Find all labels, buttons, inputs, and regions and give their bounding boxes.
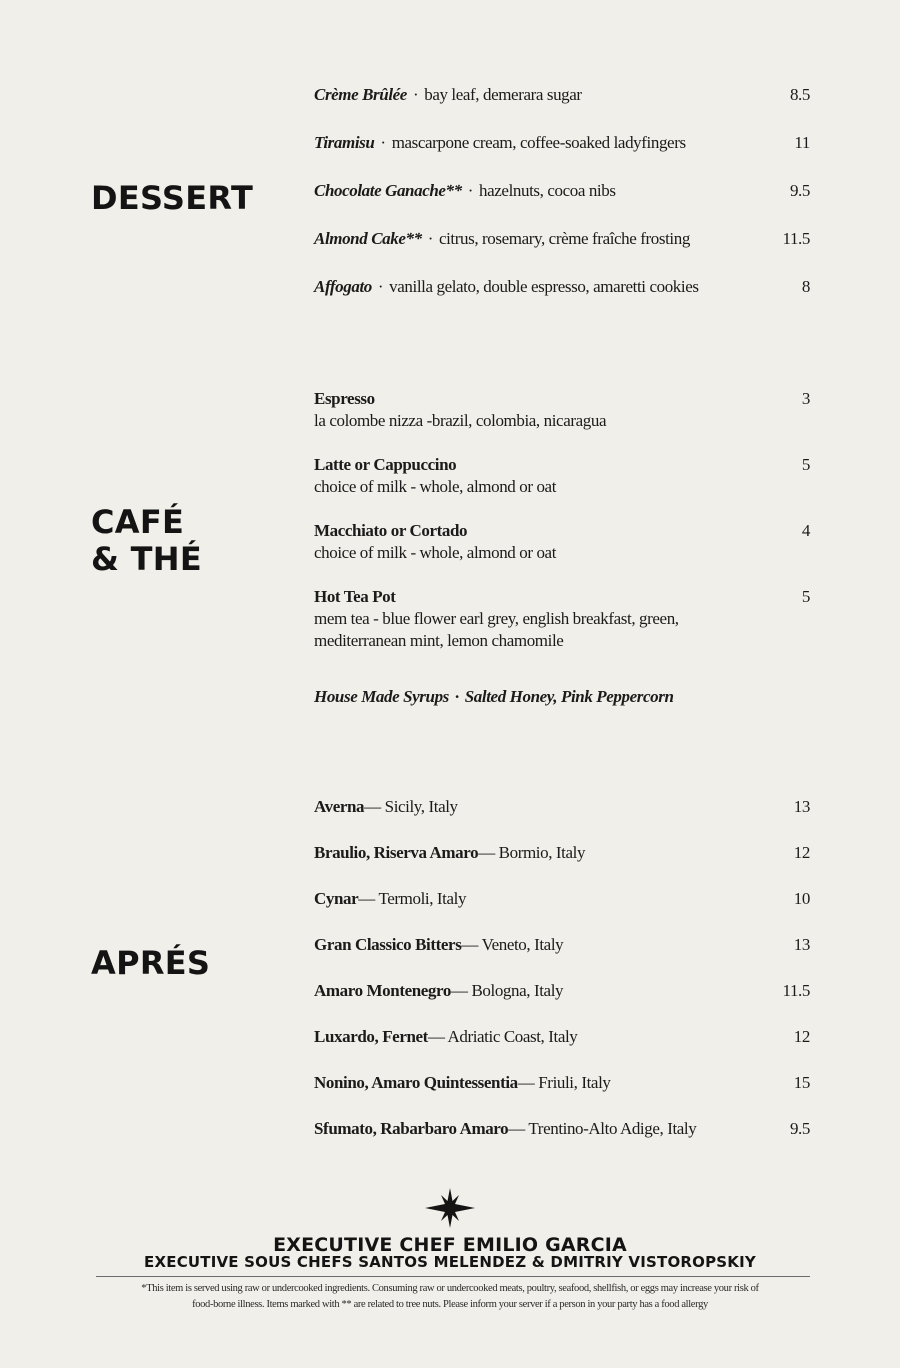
item-desc: mascarpone cream, coffee-soaked ladyfingers bbox=[391, 133, 686, 152]
item-price: 8.5 bbox=[789, 85, 810, 104]
cafe-item bbox=[314, 520, 810, 564]
item-price: 12 bbox=[793, 1027, 810, 1046]
dessert-item: Chocolate Ganache** · hazelnuts, cocoa nibs 9.5 bbox=[314, 181, 810, 200]
apres-item: Braulio, Riserva Amaro— Bormio, Italy 12 bbox=[314, 843, 810, 862]
item-price: 12 bbox=[793, 843, 810, 862]
apres-item: Amaro Montenegro— Bologna, Italy 11.5 bbox=[314, 981, 810, 1000]
item-name: Crème Brûlée bbox=[314, 85, 407, 104]
item-desc-2: mediterranean mint, lemon chamomile bbox=[314, 631, 564, 650]
item-price: 13 bbox=[793, 797, 810, 816]
item-desc: la colombe nizza -brazil, colombia, nicaragua bbox=[314, 411, 607, 430]
house-syrups: House Made Syrups · Salted Honey, Pink Peppercorn bbox=[314, 687, 674, 706]
item-desc: choice of milk - whole, almond or oat bbox=[314, 543, 557, 562]
item-price: 3 bbox=[801, 389, 810, 408]
cafe-item bbox=[314, 586, 810, 652]
item-name: Amaro Montenegro bbox=[314, 981, 451, 1000]
apres-item: Sfumato, Rabarbaro Amaro— Trentino-Alto Adige, Italy 9.5 bbox=[314, 1119, 810, 1138]
item-price: 8 bbox=[801, 277, 810, 296]
dessert-title: DESSERT bbox=[91, 179, 254, 217]
dessert-item: Almond Cake** · citrus, rosemary, crème fraîche frosting 11.5 bbox=[314, 229, 810, 248]
apres-item: Cynar— Termoli, Italy 10 bbox=[314, 889, 810, 908]
item-price: 11.5 bbox=[782, 981, 810, 1000]
item-price: 15 bbox=[793, 1073, 810, 1092]
item-price: 11.5 bbox=[782, 229, 810, 248]
executive-sous-chefs: EXECUTIVE SOUS CHEFS SANTOS MELENDEZ & DMITRIY VISTOROPSKIY bbox=[144, 1253, 756, 1271]
item-name: Averna bbox=[314, 797, 365, 816]
cafe-item bbox=[314, 454, 810, 498]
item-price: 10 bbox=[793, 889, 810, 908]
item-name: Gran Classico Bitters bbox=[314, 935, 462, 954]
allergy-footnote: *This item is served using raw or undercooked ingredients. Consuming raw or undercooked meats, poultry, seafood, shellfish, or eggs may increase your risk of food-borne illness. Items marked with ** are related to tree nuts. Please inform your server if a person in your party has a food allergy bbox=[141, 1283, 759, 1310]
item-name: Hot Tea Pot bbox=[314, 587, 396, 606]
cafe-title: CAFÉ & THÉ bbox=[91, 503, 203, 578]
apres-title: APRÉS bbox=[91, 944, 211, 982]
apres-item: Luxardo, Fernet— Adriatic Coast, Italy 12 bbox=[314, 1027, 810, 1046]
executive-chef: EXECUTIVE CHEF EMILIO GARCIA bbox=[273, 1234, 627, 1256]
item-desc: hazelnuts, cocoa nibs bbox=[479, 181, 616, 200]
item-price: 9.5 bbox=[789, 1119, 810, 1138]
item-origin: Veneto, Italy bbox=[481, 935, 564, 954]
item-price: 11 bbox=[794, 133, 810, 152]
footer-divider bbox=[96, 1276, 810, 1277]
item-name: Nonino, Amaro Quintessentia bbox=[314, 1073, 518, 1092]
item-price: 9.5 bbox=[789, 181, 810, 200]
item-price: 13 bbox=[793, 935, 810, 954]
item-desc: citrus, rosemary, crème fraîche frosting bbox=[438, 229, 690, 248]
item-origin: Trentino-Alto Adige, Italy bbox=[528, 1119, 697, 1138]
item-name: Luxardo, Fernet bbox=[314, 1027, 428, 1046]
item-origin: Adriatic Coast, Italy bbox=[447, 1027, 578, 1046]
item-name: Cynar bbox=[314, 889, 359, 908]
dessert-item: Crème Brûlée · bay leaf, demerara sugar 8.5 bbox=[314, 85, 810, 104]
item-name: Affogato bbox=[314, 277, 372, 296]
item-name: Chocolate Ganache** bbox=[314, 181, 462, 200]
item-name: Espresso bbox=[314, 389, 375, 408]
item-name: Braulio, Riserva Amaro bbox=[314, 843, 479, 862]
item-price: 5 bbox=[801, 587, 810, 606]
dessert-item: Affogato · vanilla gelato, double espresso, amaretti cookies 8 bbox=[314, 277, 810, 296]
apres-item: Averna— Sicily, Italy 13 bbox=[314, 797, 810, 816]
item-origin: Termoli, Italy bbox=[378, 889, 467, 908]
item-desc: bay leaf, demerara sugar bbox=[424, 85, 582, 104]
item-price: 4 bbox=[801, 521, 810, 540]
item-origin: Bologna, Italy bbox=[471, 981, 564, 1000]
dessert-item: Tiramisu · mascarpone cream, coffee-soaked ladyfingers 11 bbox=[314, 133, 810, 152]
item-desc: mem tea - blue flower earl grey, english breakfast, green, bbox=[314, 609, 679, 628]
apres-item: Gran Classico Bitters— Veneto, Italy 13 bbox=[314, 935, 810, 954]
item-origin: Friuli, Italy bbox=[538, 1073, 611, 1092]
apres-item: Nonino, Amaro Quintessentia— Friuli, Italy 15 bbox=[314, 1073, 810, 1092]
item-origin: Bormio, Italy bbox=[498, 843, 586, 862]
item-name: Latte or Cappuccino bbox=[314, 455, 457, 474]
item-name: Almond Cake** bbox=[314, 229, 422, 248]
item-desc: choice of milk - whole, almond or oat bbox=[314, 477, 557, 496]
item-price: 5 bbox=[801, 455, 810, 474]
item-name: Sfumato, Rabarbaro Amaro bbox=[314, 1119, 509, 1138]
starburst-icon bbox=[425, 1188, 475, 1228]
item-desc: vanilla gelato, double espresso, amaretti cookies bbox=[389, 277, 699, 296]
item-origin: Sicily, Italy bbox=[384, 797, 458, 816]
item-name: Macchiato or Cortado bbox=[314, 521, 468, 540]
item-name: Tiramisu bbox=[314, 133, 375, 152]
cafe-item bbox=[314, 388, 810, 432]
